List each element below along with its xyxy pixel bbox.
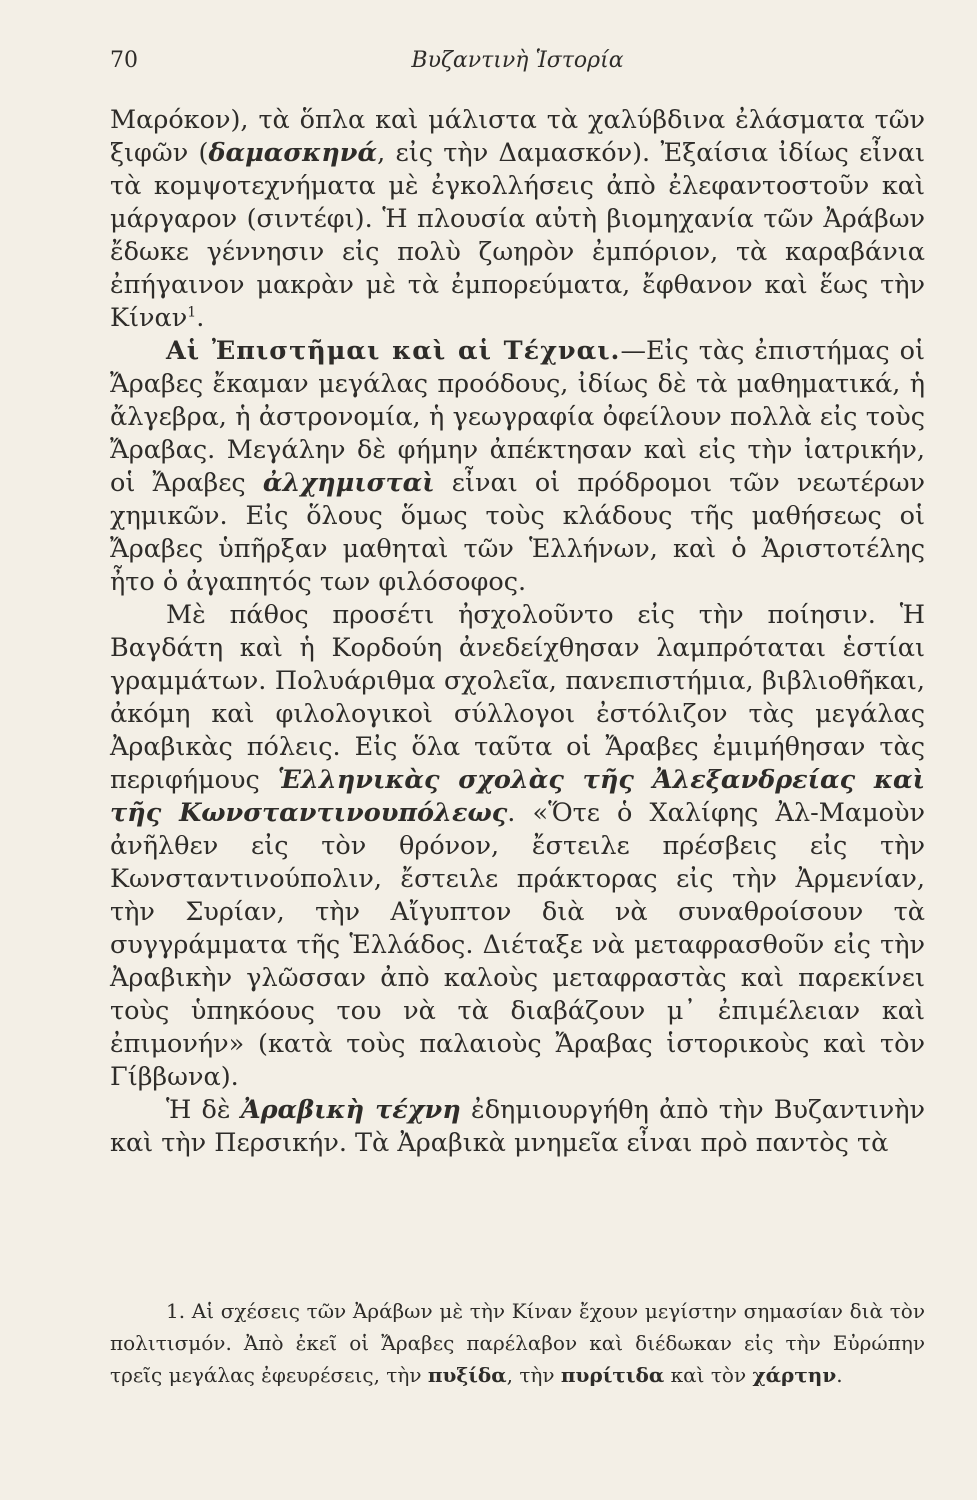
emphasis: ἀλχημισταὶ — [262, 468, 435, 498]
text-run: 1. Αἱ σχέσεις τῶν Ἀράβων μὲ τὴν Κίναν ἔχουν μεγίστην σημασίαν διὰ τὸν πολιτισμόν. Ἀπὸ ἐκεῖ οἱ Ἄραβες παρέλαβον καὶ διέδωκαν εἰς τὴν Εὐρώπην τρεῖς μεγάλας ἐφευρέσεις, τὴν — [110, 1299, 925, 1387]
footnotes — [110, 1295, 925, 1391]
text-run: , τὴν — [506, 1363, 561, 1387]
text-run: Μὲ πάθος προσέτι ἠσχολοῦντο εἰς τὴν ποίησιν. Ἡ Βαγδάτη καὶ ἡ Κορδούη ἀνεδείχθησαν λαμπρόταται ἑστίαι γραμμάτων. Πολυάριθμα σχολεῖα, πανεπιστήμια, βιβλιοθῆκαι, ἀκόμη καὶ φιλολογικοὶ σύλλογοι ἐστόλιζον τὰς μεγάλας Ἀραβικὰς πόλεις. Εἰς ὅλα ταῦτα οἱ Ἄραβες ἐμιμήθησαν τὰς περιφήμους — [110, 600, 925, 795]
paragraph — [110, 1094, 925, 1160]
text-run: . — [836, 1363, 843, 1387]
text-run: . «Ὅτε ὁ Χαλίφης Ἀλ-Μαμοὺν ἀνῆλθεν εἰς τὸν θρόνον, ἔστειλε πρέσβεις εἰς τὴν Κωνσταντινούπολιν, ἔστειλε πράκτορας εἰς τὴν Ἀρμενίαν, τὴν Συρίαν, τὴν Αἴγυπτον διὰ νὰ συναθροίσουν τὰ συγγράμματα τῆς Ἑλλάδος. Διέταξε νὰ μεταφρασθοῦν εἰς τὴν Ἀραβικὴν γλῶσσαν ἀπὸ καλοὺς μεταφραστὰς καὶ παρεκίνει τοὺς ὑπηκόους του νὰ τὰ διαβάζουν μ᾽ ἐπιμέλειαν καὶ ἐπιμονήν» (κατὰ τοὺς παλαιοὺς Ἄραβας ἱστορικοὺς καὶ τὸν Γίββωνα). — [110, 798, 926, 1092]
page-header — [110, 48, 925, 88]
footnote — [110, 1295, 925, 1391]
text-run: ἐδημιουργήθη ἀπὸ τὴν Βυζαντινὴν καὶ τὴν Περσικήν. Τὰ Ἀραβικὰ μνημεῖα εἶναι πρὸ παντὸς τὰ — [110, 1095, 925, 1158]
text-run: —Εἰς τὰς ἐπιστήμας οἱ Ἄραβες ἔκαμαν μεγάλας προόδους, ἰδίως δὲ τὰ μαθηματικά, ἡ ἄλγεβρα, ἡ ἀστρονομία, ἡ γεωγραφία ὀφείλουν πολλὰ εἰς τοὺς Ἄραβας. Μεγάλην δὲ φήμην ἀπέκτησαν καὶ εἰς τὴν ἰατρικήν, οἱ Ἄραβες — [110, 336, 925, 498]
section-heading: Αἱ Ἐπιστῆμαι καὶ αἱ Τέχναι. — [166, 336, 621, 366]
paragraph — [110, 599, 925, 1094]
page-number: 70 — [110, 48, 138, 73]
emphasis: Ἀραβικὴ τέχνη — [240, 1095, 461, 1125]
text-run: . — [196, 303, 205, 333]
text-run: Ἡ δὲ — [166, 1095, 241, 1125]
text-run: , εἰς τὴν Δαμασκόν). Ἐξαίσια ἰδίως εἶναι τὰ κομψοτεχνήματα μὲ ἐγκολλήσεις ἀπὸ ἐλεφαντοστοῦν καὶ μάργαρον (σιντέφι). Ἡ πλουσία αὐτὴ βιομηχανία τῶν Ἀράβων ἔδωκε γέννησιν εἰς πολὺ ζωηρὸν ἐμπόριον, τὰ καραβάνια ἐπήγαινον μακρὰν μὲ τὰ ἐμπορεύματα, ἔφθανον καὶ ἕως τὴν Κίναν — [110, 138, 926, 333]
emphasis: πυξίδα — [427, 1363, 507, 1387]
emphasis: πυρίτιδα — [560, 1363, 665, 1387]
running-title: Βυζαντινὴ Ἱστορία — [411, 48, 624, 73]
footnote-marker: 1 — [187, 304, 197, 321]
body-text — [110, 104, 925, 1160]
paragraph — [110, 104, 925, 335]
emphasis: χάρτην — [752, 1363, 837, 1387]
emphasis: δαμασκηνά — [208, 138, 378, 168]
text-run: Μαρόκον), τὰ ὅπλα καὶ μάλιστα τὰ χαλύβδινα ἐλάσματα τῶν ξιφῶν ( — [110, 105, 925, 168]
text-run: καὶ τὸν — [664, 1363, 753, 1387]
paragraph — [110, 335, 925, 599]
text-run: εἶναι οἱ πρόδρομοι τῶν νεωτέρων χημικῶν. Εἰς ὅλους ὅμως τοὺς κλάδους τῆς μαθήσεως οἱ Ἄραβες ὑπῆρξαν μαθηταὶ τῶν Ἑλλήνων, καὶ ὁ Ἀριστοτέλης ἦτο ὁ ἀγαπητός των φιλόσοφος. — [110, 468, 925, 597]
emphasis: Ἑλληνικὰς σχολὰς τῆς Ἀλεξανδρείας καὶ τῆς Κωνσταντινουπόλεως — [110, 765, 925, 828]
